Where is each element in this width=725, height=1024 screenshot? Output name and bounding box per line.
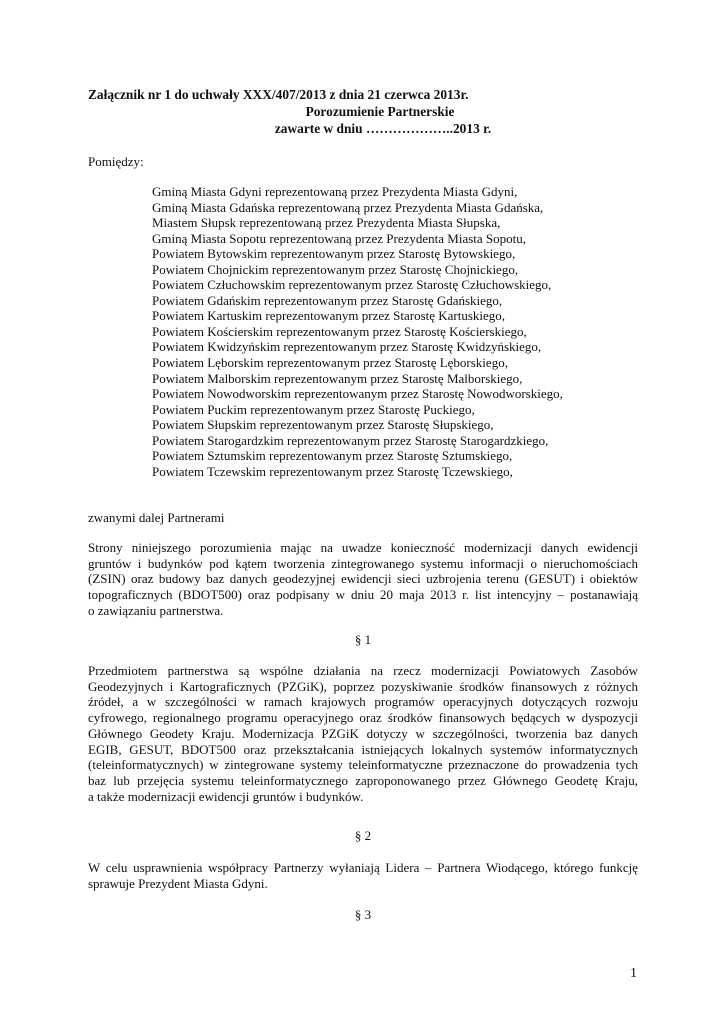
list-item: Powiatem Malborskim reprezentowanym przez Starostę Malborskiego, — [152, 370, 523, 386]
paragraph-line: cyfrowego, regionalnego programu operacyjnego oraz środków finansowych będących w dyspozycji — [88, 710, 638, 726]
section-2-paragraph — [88, 860, 638, 891]
list-item: Powiatem Nowodworskim reprezentowanym przez Starostę Nowodworskiego, — [152, 386, 563, 402]
called-partners-text: zwanymi dalej Partnerami — [88, 510, 225, 525]
list-item: Powiatem Kościerskim reprezentowanym przez Starostę Kościerskiego, — [152, 323, 527, 339]
agreement-date: zawarte w dniu ………………..2013 r. — [274, 121, 492, 136]
paragraph-line: Przedmiotem partnerstwa są wspólne działania na rzecz modernizacji Powiatowych Zasobów — [88, 663, 638, 678]
agreement-title: Porozumienie Partnerskie — [305, 104, 455, 119]
paragraph-line: Strony niniejszego porozumienia mając na uwadze konieczność modernizacji danych ewidencji — [88, 540, 638, 555]
list-item: Powiatem Słupskim reprezentowanym przez Starostę Słupskiego, — [152, 417, 494, 433]
list-item: Powiatem Puckim reprezentowanym przez Starostę Puckiego, — [152, 401, 475, 417]
list-item: Gminą Miasta Gdyni reprezentowaną przez Prezydenta Miasta Gdyni, — [152, 184, 518, 199]
partners-list — [152, 184, 563, 479]
paragraph-line: (ZSIN) oraz budowy baz danych geodezyjnej ewidencji sieci uzbrojenia terenu (GESUT) i obiektów — [88, 571, 638, 587]
list-item: Gminą Miasta Gdańska reprezentowaną przez Prezydenta Miasta Gdańska, — [152, 199, 544, 215]
list-item: Powiatem Tczewskim reprezentowanym przez Starostę Tczewskiego, — [152, 463, 513, 479]
paragraph-line: baz lub przejęcia systemu teleinformatycznego zaproponowanego przez Głównego Geodetę Kraju, — [88, 772, 638, 788]
paragraph-line: Głównego Geodety Kraju. Modernizacja PZGiK dotyczy w szczególności, tworzenia baz danych — [88, 725, 638, 741]
paragraph-line: EGIB, GESUT, BDOT500 oraz przekształcania istniejących lokalnych systemów informatycznych — [88, 741, 638, 757]
paragraph-line: a także modernizacji ewidencji gruntów i budynków. — [88, 788, 364, 804]
section-1-heading: § 1 — [354, 632, 372, 647]
paragraph-line: o zawiązaniu partnerstwa. — [88, 602, 224, 618]
paragraph-line: gruntów i budynków pod kątem tworzenia zintegrowanego systemu informacji o nieruchomościach — [88, 555, 638, 571]
paragraph-line: sprawuje Prezydent Miasta Gdyni. — [88, 875, 268, 891]
attachment-title: Załącznik nr 1 do uchwały XXX/407/2013 z dnia 21 czerwca 2013r. — [88, 87, 469, 102]
paragraph-line: (teleinformatycznych) w zintegrowane systemy teleinformatyczne przeznaczone do prowadzenia tych — [88, 757, 638, 773]
list-item: Powiatem Sztumskim reprezentowanym przez Starostę Sztumskiego, — [152, 448, 513, 464]
list-item: Gminą Miasta Sopotu reprezentowaną przez Prezydenta Miasta Sopotu, — [152, 230, 526, 246]
list-item: Powiatem Kwidzyńskim reprezentowanym przez Starostę Kwidzyńskiego, — [152, 339, 542, 355]
list-item: Powiatem Bytowskim reprezentowanym przez Starostę Bytowskiego, — [152, 246, 516, 262]
between-label: Pomiędzy: — [88, 154, 144, 169]
intro-paragraph — [88, 540, 638, 619]
section-1-paragraph — [88, 663, 638, 804]
list-item: Powiatem Człuchowskim reprezentowanym przez Starostę Człuchowskiego, — [152, 277, 552, 293]
list-item: Powiatem Starogardzkim reprezentowanym przez Starostę Starogardzkiego, — [152, 432, 549, 448]
section-2-heading: § 2 — [354, 828, 372, 843]
list-item: Powiatem Chojnickim reprezentowanym przez Starostę Chojnickiego, — [152, 261, 519, 277]
paragraph-line: Geodezyjnych i Kartograficznych (PZGiK), poprzez pozyskiwanie środków finansowych z różnych — [88, 678, 638, 694]
page-number: 1 — [630, 966, 637, 981]
list-item: Miastem Słupsk reprezentowaną przez Prezydenta Miasta Słupska, — [152, 215, 501, 231]
list-item: Powiatem Lęborskim reprezentowanym przez Starostę Lęborskiego, — [152, 355, 508, 371]
list-item: Powiatem Gdańskim reprezentowanym przez Starostę Gdańskiego, — [152, 292, 503, 308]
section-3-heading: § 3 — [354, 907, 372, 922]
list-item: Powiatem Kartuskim reprezentowanym przez Starostę Kartuskiego, — [152, 308, 506, 324]
paragraph-line: źródeł, a w szczególności w ramach krajowych programów operacyjnych dotyczących rozwoju — [88, 694, 638, 710]
paragraph-line: W celu usprawnienia współpracy Partnerzy wyłaniają Lidera – Partnera Wiodącego, którego funkcję — [88, 860, 638, 875]
paragraph-line: topograficznych (BDOT500) oraz podpisany w dniu 20 maja 2013 r. list intencyjny – postanawiają — [88, 587, 638, 603]
document-header — [88, 86, 648, 137]
